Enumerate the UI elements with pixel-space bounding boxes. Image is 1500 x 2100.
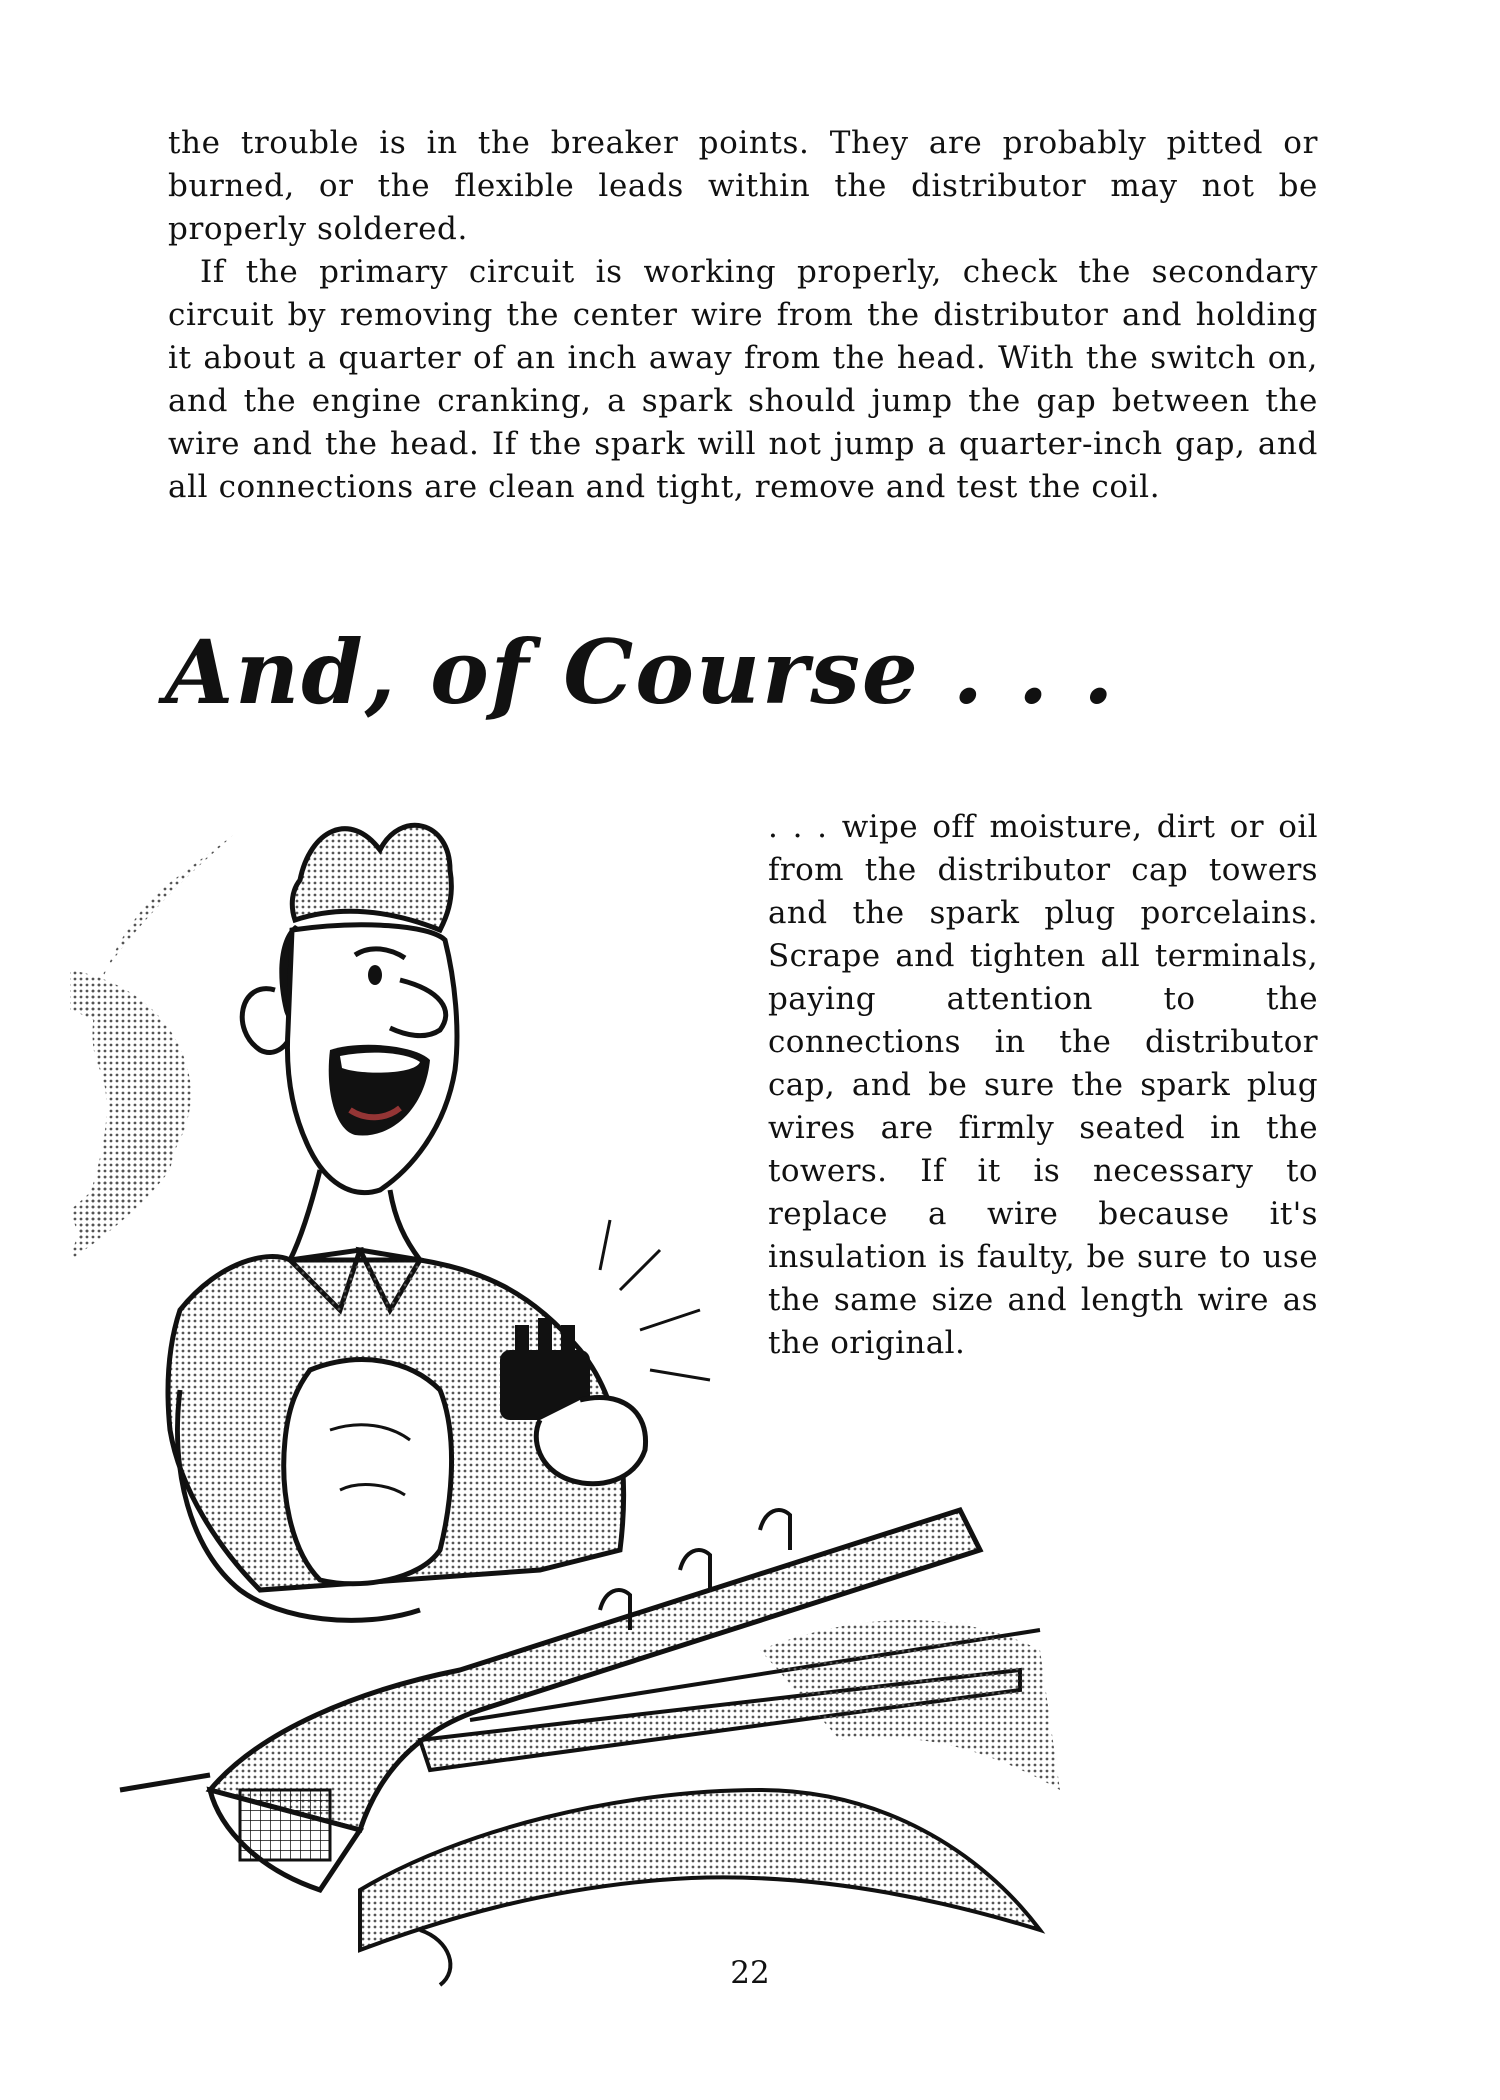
section-paragraph: . . . wipe off moisture, dirt or oil from the distributor cap towers and the spark plug porcelains. Scrape and tighten all terminals, paying attention to the connections in the distributor cap, and be sure the spark plug wires are firmly seated in the towers. If it is necessary to replace a wire because it's insulation is faulty, be sure to use the same size and length wire as the original. [768,809,1318,1361]
section-heading: And, of Course . . . [165,620,1116,724]
paragraph-2: If the primary circuit is working properly, check the secondary circuit by removing the center wire from the distributor and holding it about a quarter of an inch away from the head. With the switch on, and the engine cranking, a spark should jump the gap between the wire and the head. If the spark will not jump a quarter-inch gap, and all connections are clean and tight, remove and test the coil. [168,254,1318,505]
section-text [768,806,1318,1365]
page-number: 22 [730,1955,770,1991]
body-text [168,122,1318,509]
paragraph-1: the trouble is in the breaker points. They are probably pitted or burned, or the flexible leads within the distributor may not be properly soldered. [168,125,1318,247]
